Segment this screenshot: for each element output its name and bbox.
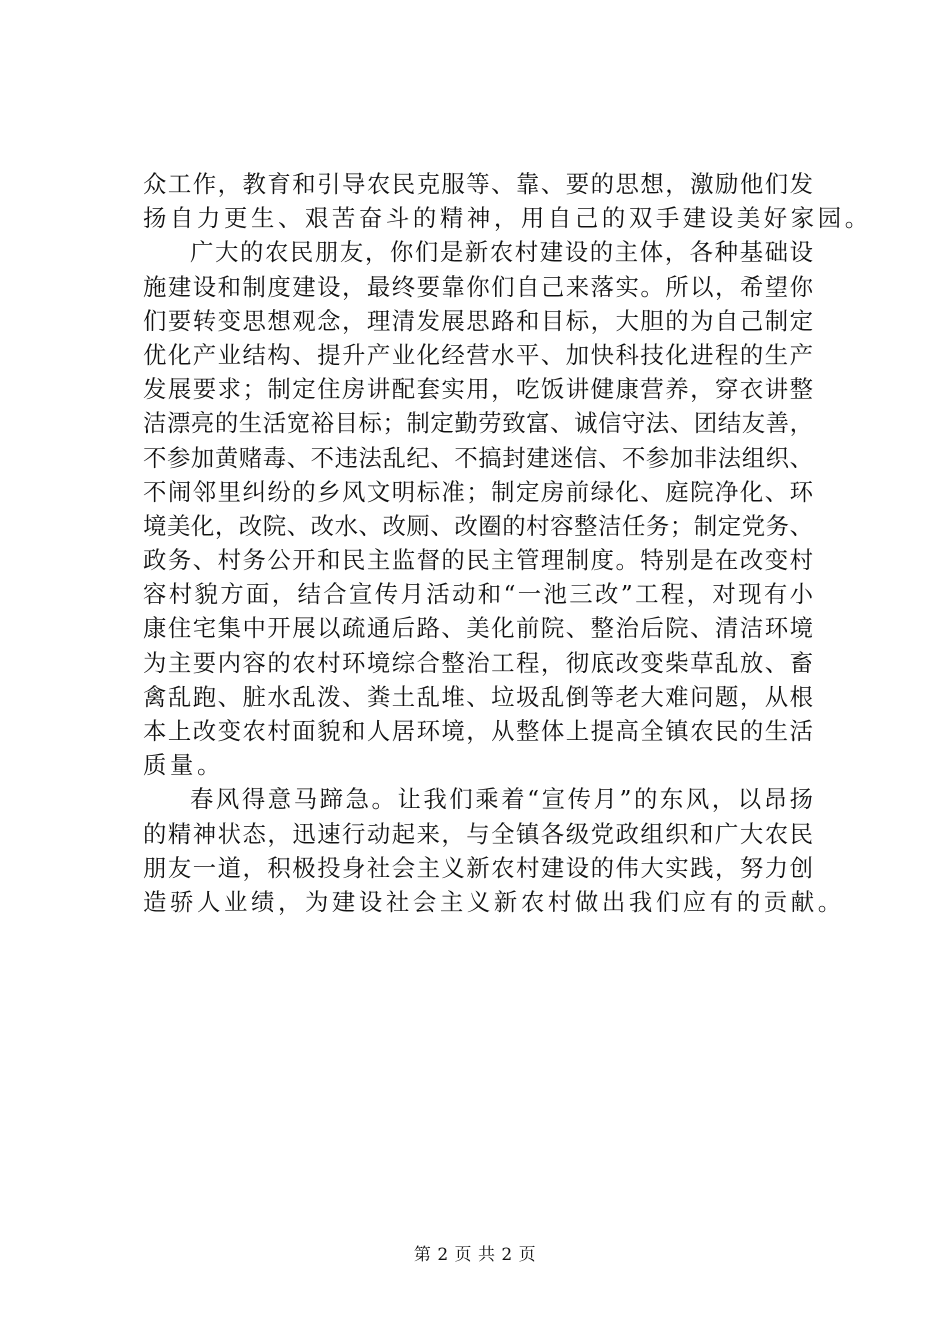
text-line: 禽乱跑、脏水乱泼、粪土乱堆、垃圾乱倒等老大难问题，从根 xyxy=(143,682,813,711)
text-line: 为主要内容的农村环境综合整治工程，彻底改变柴草乱放、畜 xyxy=(143,648,813,677)
body-text xyxy=(143,167,872,919)
text-line: 发展要求；制定住房讲配套实用，吃饭讲健康营养，穿衣讲整 xyxy=(143,375,813,404)
text-line: 的精神状态，迅速行动起来，与全镇各级党政组织和广大农民 xyxy=(143,819,813,848)
text-line: 造骄人业绩，为建设社会主义新农村做出我们应有的贡献。 xyxy=(143,887,845,916)
page-footer xyxy=(0,1244,950,1266)
text-line: 春风得意马蹄急。让我们乘着“宣传月”的东风，以昂扬 xyxy=(190,785,813,814)
text-line: 洁漂亮的生活宽裕目标；制定勤劳致富、诚信守法、团结友善， xyxy=(143,409,813,438)
paragraph xyxy=(143,167,872,235)
text-line: 众工作，教育和引导农民克服等、靠、要的思想，激励他们发 xyxy=(143,170,813,198)
text-line: 不参加黄赌毒、不违法乱纪、不搞封建迷信、不参加非法组织、 xyxy=(143,443,813,472)
text-line: 施建设和制度建设，最终要靠你们自己来落实。所以，希望你 xyxy=(143,272,813,301)
paragraph xyxy=(143,782,845,919)
page-number-label: 第 2 页 共 2 页 xyxy=(413,1245,537,1265)
text-line: 康住宅集中开展以疏通后路、美化前院、整治后院、清洁环境 xyxy=(143,614,813,643)
text-line: 广大的农民朋友，你们是新农村建设的主体，各种基础设 xyxy=(190,238,813,267)
text-line: 容村貌方面，结合宣传月活动和“一池三改”工程，对现有小 xyxy=(143,580,813,609)
text-line: 们要转变思想观念，理清发展思路和目标，大胆的为自己制定 xyxy=(143,306,813,335)
text-line: 本上改变农村面貌和人居环境，从整体上提高全镇农民的生活 xyxy=(143,717,813,745)
paragraph xyxy=(143,235,813,782)
text-line: 质量。 xyxy=(143,751,224,780)
text-line: 政务、村务公开和民主监督的民主管理制度。特别是在改变村 xyxy=(143,546,813,575)
text-line: 境美化，改院、改水、改厕、改圈的村容整洁任务；制定党务、 xyxy=(143,511,813,540)
text-line: 不闹邻里纠纷的乡风文明标准；制定房前绿化、庭院净化、环 xyxy=(143,477,813,506)
text-line: 优化产业结构、提升产业化经营水平、加快科技化进程的生产 xyxy=(143,340,813,369)
text-line: 扬自力更生、艰苦奋斗的精神，用自己的双手建设美好家园。 xyxy=(143,204,872,233)
text-line: 朋友一道，积极投身社会主义新农村建设的伟大实践，努力创 xyxy=(143,853,813,882)
